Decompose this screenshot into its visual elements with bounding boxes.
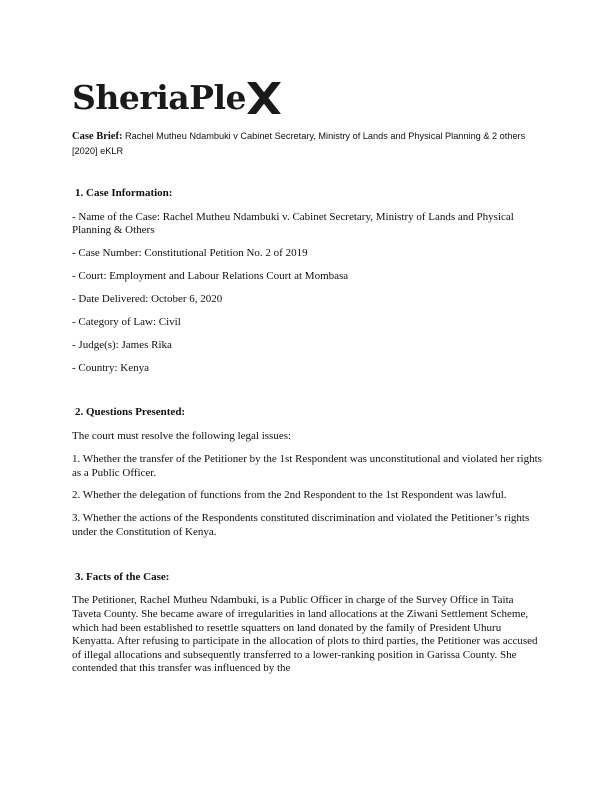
question-item: 1. Whether the transfer of the Petitioner by the 1st Respondent was unconstitutional and violated her rights as a Public Officer. [72, 452, 542, 479]
facts-heading: 3. Facts of the Case: [75, 570, 170, 583]
case-brief-label: Case Brief: [72, 131, 123, 142]
questions-section [72, 406, 542, 539]
judges: - Judge(s): James Rika [72, 338, 172, 351]
court: - Court: Employment and Labour Relations Court at Mombasa [72, 269, 349, 282]
case-number: - Case Number: Constitutional Petition No. 2 of 2019 [72, 247, 308, 260]
case-brief-title: Rachel Mutheu Ndambuki v Cabinet Secretary, Ministry of Lands and Physical Planning & 2 others [2020] eKLR [72, 131, 526, 156]
section-gap [72, 549, 542, 571]
case-brief [72, 129, 542, 158]
questions-intro: The court must resolve the following legal issues: [72, 430, 292, 443]
logo-text: SheriaPle [72, 78, 246, 117]
category-of-law: - Category of Law: Civil [72, 315, 181, 328]
case-name: - Name of the Case: Rachel Mutheu Ndambuki v. Cabinet Secretary, Ministry of Lands and Physical Planning & Others [72, 210, 514, 237]
case-information-heading: 1. Case Information: [75, 187, 173, 199]
sheriaplex-logo [72, 78, 281, 118]
facts-paragraph: The Petitioner, Rachel Mutheu Ndambuki, is a Public Officer in charge of the Survey Office in Taita Taveta County. She became aware of irregularities in land allocations at the Ziwani Settlement Scheme, which had been established to resettle squatters on land donated by the family of President Uhuru Kenyatta. After refusing to participate in the allocation of plots to third parties, the Petitioner was accused of illegal allocations and subsequently transferred to a lower-ranking position in Garissa County. She contended that this transfer was influenced by the [72, 594, 538, 675]
questions-heading: 2. Questions Presented: [75, 406, 186, 419]
question-item: 3. Whether the actions of the Respondents constituted discrimination and violated the Petitioner’s rights under the Constitution of Kenya. [72, 512, 530, 538]
logo-x-mark [247, 80, 281, 116]
question-item: 2. Whether the delegation of functions from the 2nd Respondent to the 1st Respondent was lawful. [72, 489, 507, 502]
facts-section [72, 571, 542, 676]
date-delivered: - Date Delivered: October 6, 2020 [72, 292, 223, 305]
section-gap [72, 384, 542, 406]
case-information-section [72, 187, 542, 375]
country: - Country: Kenya [72, 361, 149, 374]
document-body [72, 187, 542, 685]
